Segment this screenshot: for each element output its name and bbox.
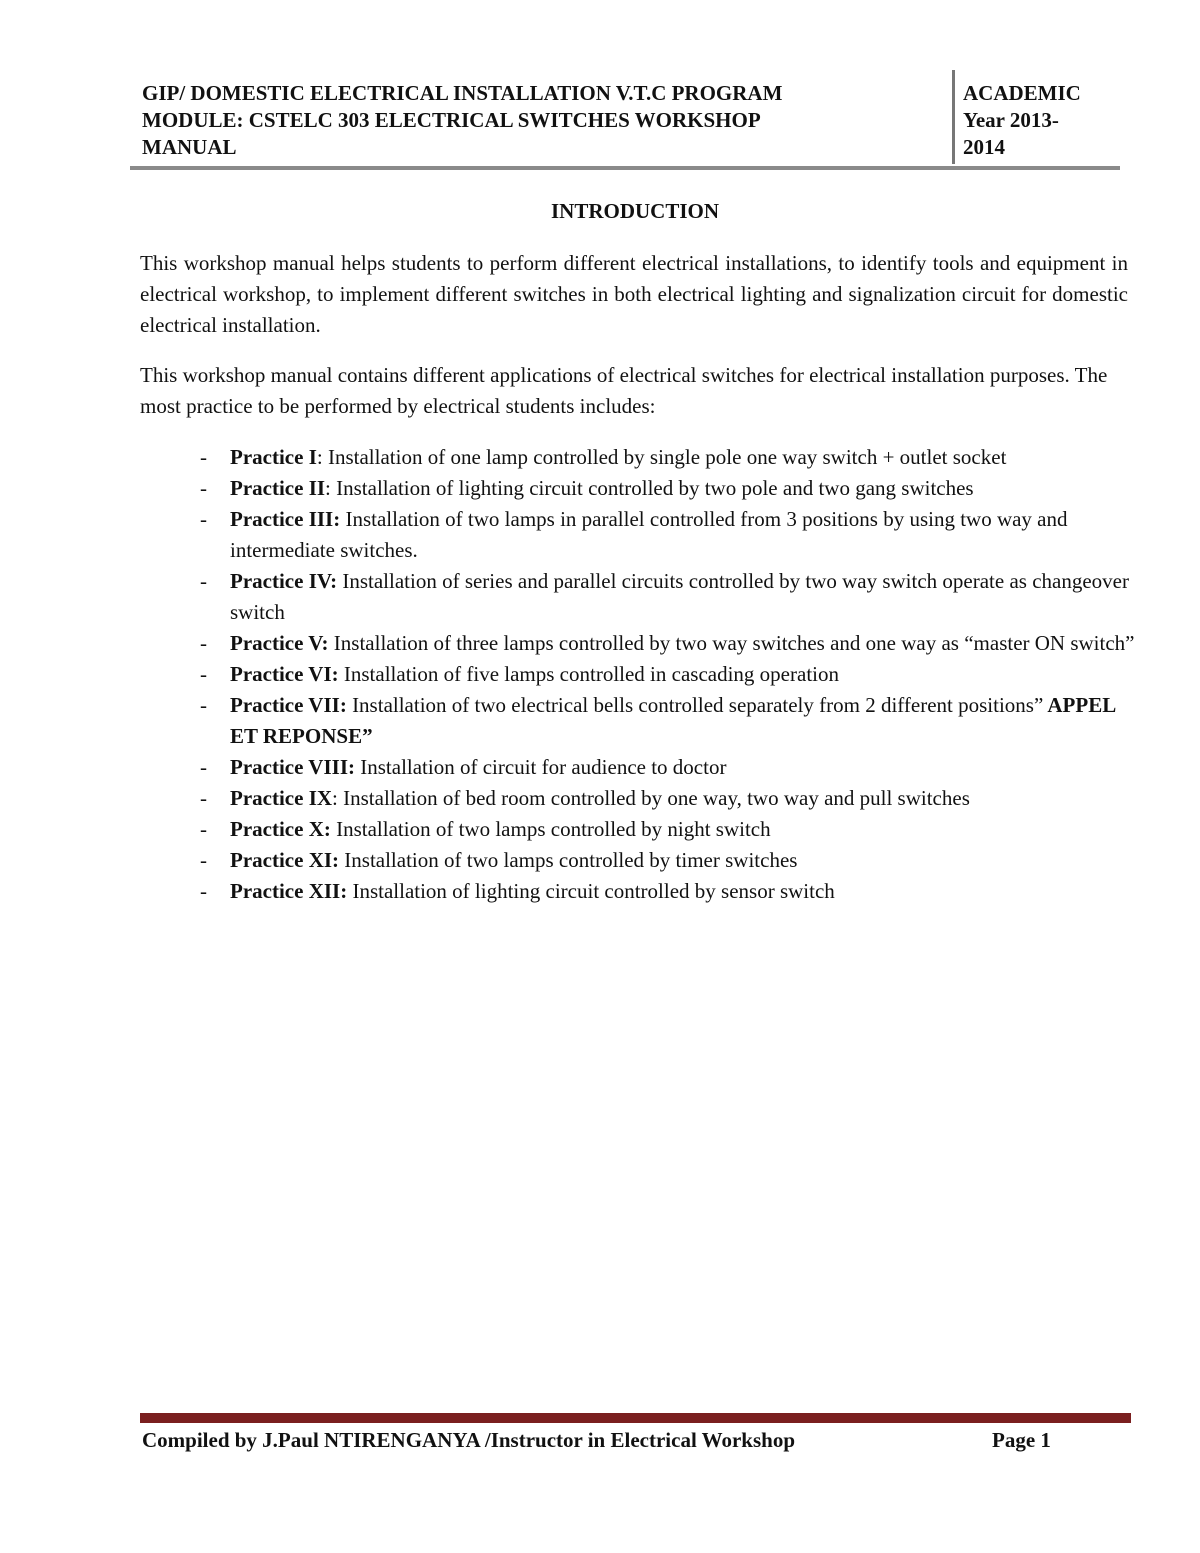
dash-bullet: -	[200, 693, 207, 717]
intro-paragraph-2: This workshop manual contains different applications of electrical switches for electrical installation purposes. The most practice to be performed by electrical students includes:	[140, 363, 1108, 418]
practice-description: Installation of one lamp controlled by single pole one way switch + outlet socket	[327, 445, 1007, 469]
intro-paragraph-1: This workshop manual helps students to perform different electrical installations, to identify tools and equipment in electrical workshop, to implement different switches in both electrical lighting and signalization circuit for domestic electrical installation.	[140, 251, 1128, 337]
practice-separator: :	[332, 786, 344, 810]
dash-bullet: -	[200, 507, 207, 531]
practice-description: Installation of lighting circuit controlled by sensor switch	[352, 879, 835, 903]
practice-description: Installation of two lamps in parallel controlled from 3 positions by using two way and intermediate switches.	[230, 507, 1068, 562]
practice-extra: APPEL ET REPONSE”	[230, 693, 1116, 748]
header-program-title	[142, 80, 942, 161]
practice-description: Installation of circuit for audience to doctor	[360, 755, 727, 779]
footer-compiled-by: Compiled by J.Paul NTIRENGANYA /Instructor in Electrical Workshop	[142, 1428, 796, 1452]
practice-name: Practice II	[230, 476, 326, 500]
practice-separator: :	[325, 476, 337, 500]
header-year-line-2: Year 2013-	[963, 108, 1059, 132]
practice-name: Practice VI:	[230, 662, 339, 686]
list-item	[140, 876, 1140, 907]
practice-description: Installation of series and parallel circuits controlled by two way switch operate as changeover switch	[230, 569, 1129, 624]
list-item	[140, 659, 1140, 690]
list-item	[140, 845, 1140, 876]
list-item	[140, 566, 1140, 628]
list-item	[140, 442, 1140, 473]
header-year-line-1: ACADEMIC	[963, 81, 1081, 105]
practice-description: Installation of three lamps controlled by two way switches and one way as “master ON switch”	[333, 631, 1135, 655]
header-academic-year	[963, 80, 1113, 161]
practice-name: Practice I	[230, 445, 317, 469]
practice-name: Practice IV:	[230, 569, 338, 593]
practice-description: Installation of lighting circuit controlled by two pole and two gang switches	[336, 476, 974, 500]
practice-name: Practice VIII:	[230, 755, 355, 779]
practice-name: Practice XII:	[230, 879, 348, 903]
dash-bullet: -	[200, 445, 207, 469]
list-item	[140, 690, 1140, 752]
header-rule	[130, 166, 1120, 170]
list-item	[140, 752, 1140, 783]
list-item	[140, 504, 1140, 566]
dash-bullet: -	[200, 817, 207, 841]
practice-name: Practice V:	[230, 631, 329, 655]
practice-description: Installation of two electrical bells controlled separately from 2 different positions”	[352, 693, 1044, 717]
dash-bullet: -	[200, 662, 207, 686]
practice-description: Installation of two lamps controlled by night switch	[336, 817, 771, 841]
header-line-3: MANUAL	[142, 135, 237, 159]
practice-name: Practice XI:	[230, 848, 340, 872]
dash-bullet: -	[200, 569, 207, 593]
header-line-2: MODULE: CSTELC 303 ELECTRICAL SWITCHES WORKSHOP	[142, 108, 761, 132]
practice-list	[140, 442, 1140, 907]
practice-description: Installation of two lamps controlled by timer switches	[344, 848, 798, 872]
page-number: Page 1	[992, 1428, 1051, 1452]
practice-name: Practice IX	[230, 786, 333, 810]
practice-name: Practice VII:	[230, 693, 347, 717]
dash-bullet: -	[200, 879, 207, 903]
practice-description: Installation of five lamps controlled in cascading operation	[343, 662, 839, 686]
dash-bullet: -	[200, 755, 207, 779]
header-line-1: GIP/ DOMESTIC ELECTRICAL INSTALLATION V.T.C PROGRAM	[142, 81, 783, 105]
header-year-line-3: 2014	[963, 135, 1005, 159]
list-item	[140, 814, 1140, 845]
practice-name: Practice X:	[230, 817, 331, 841]
dash-bullet: -	[200, 848, 207, 872]
dash-bullet: -	[200, 786, 207, 810]
list-item	[140, 783, 1140, 814]
practice-separator: :	[316, 445, 328, 469]
list-item	[140, 628, 1140, 659]
practice-name: Practice III:	[230, 507, 341, 531]
page-header	[130, 78, 1120, 168]
header-divider	[952, 70, 955, 164]
dash-bullet: -	[200, 631, 207, 655]
list-item	[140, 473, 1140, 504]
dash-bullet: -	[200, 476, 207, 500]
practice-description: Installation of bed room controlled by one way, two way and pull switches	[343, 786, 970, 810]
footer-rule	[140, 1413, 1131, 1423]
section-title: INTRODUCTION	[550, 199, 720, 223]
